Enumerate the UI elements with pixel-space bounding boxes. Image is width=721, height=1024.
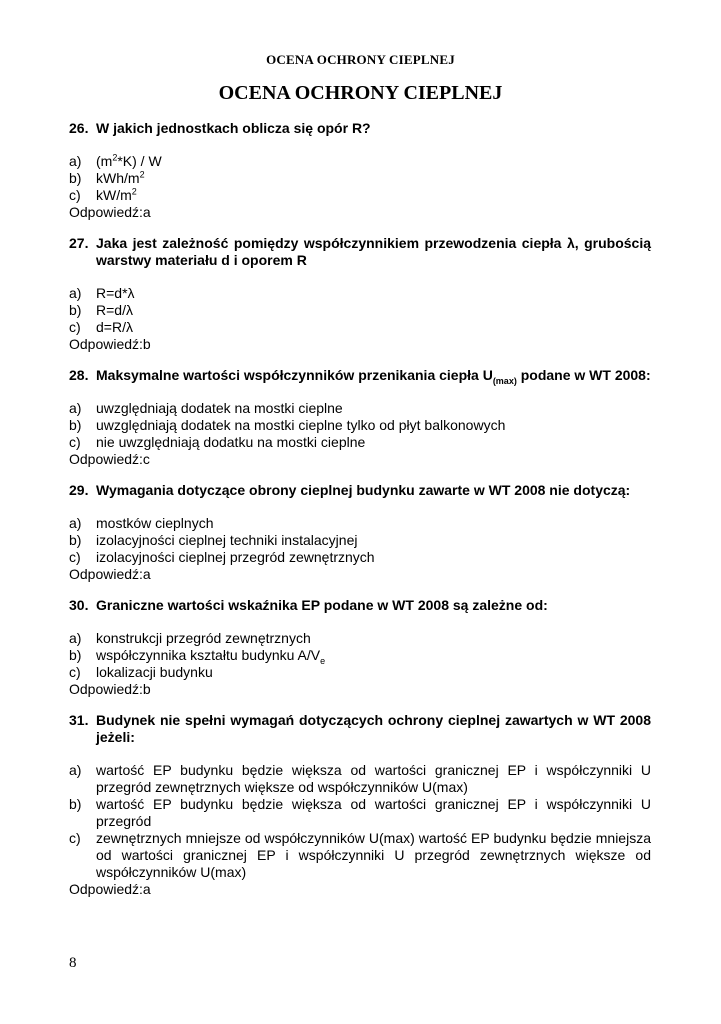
option-c: c) d=R/λ <box>69 319 133 335</box>
question-28 <box>69 367 651 468</box>
answer-text: Odpowiedź:a <box>69 204 151 220</box>
answer-text: Odpowiedź:b <box>69 336 151 352</box>
question-27 <box>69 235 651 353</box>
question-29 <box>69 482 651 583</box>
option-c: c) $kW/m^2$ <box>69 186 137 203</box>
question-text: Wymagania dotyczące obrony cieplnej budynku zawarte w WT 2008 nie dotyczą: <box>96 482 631 498</box>
option-b: b) kWh/$m^2$ <box>69 169 145 186</box>
option-a: a) uwzględniają dodatek na mostki cieplne <box>69 400 343 416</box>
question-text: W jakich jednostkach oblicza się opór R? <box>96 120 371 136</box>
option-b: b) współczynnika kształtu budynku $A/V_e$ <box>69 647 326 666</box>
question-text: Budynek nie spełni wymagań dotyczących ochrony cieplnej zawartych w WT 2008 jeżeli: <box>96 712 651 745</box>
option-c: c) izolacyjności cieplnej przegród zewnętrznych <box>69 549 375 565</box>
option-a: a) konstrukcji przegród zewnętrznych <box>69 630 311 646</box>
answer-text: Odpowiedź:a <box>69 881 151 897</box>
question-text: Graniczne wartości wskaźnika EP podane w WT 2008 są zależne od: <box>96 597 548 613</box>
question-number: 27. <box>69 235 89 251</box>
question-number: 30. <box>69 597 89 613</box>
question-text: Jaka jest zależność pomiędzy współczynnikiem przewodzenia ciepła λ, grubością warstwy materiału d i oporem R <box>96 235 651 268</box>
option-a: a) $(m^2*K)$ / W <box>69 152 162 169</box>
running-header: OCENA OCHRONY CIEPLNEJ <box>266 52 455 67</box>
option-c: c) zewnętrznych mniejsze od współczynników U(max) wartość EP budynku będzie mniejsza od wartości granicznej EP i współczynniki U przegród zewnętrznych większe od współczynników U(max) <box>69 830 651 880</box>
questions-list <box>69 120 651 912</box>
question-26 <box>69 120 651 221</box>
option-b: b) R=d/λ <box>69 302 133 318</box>
option-b: b) uwzględniają dodatek na mostki cieplne tylko od płyt balkonowych <box>69 417 506 433</box>
question-number: 31. <box>69 712 89 728</box>
page-number: 8 <box>69 955 77 971</box>
option-c: c) nie uwzględniają dodatku na mostki cieplne <box>69 434 366 450</box>
option-b: b) wartość EP budynku będzie większa od wartości granicznej EP i współczynniki U przegród <box>69 796 651 829</box>
answer-text: Odpowiedź:a <box>69 566 151 582</box>
question-number: 26. <box>69 120 89 136</box>
question-30 <box>69 597 651 698</box>
question-31 <box>69 712 651 898</box>
question-number: 28. <box>69 367 89 383</box>
option-b: b) izolacyjności cieplnej techniki instalacyjnej <box>69 532 358 548</box>
question-text: Maksymalne wartości współczynników przenikania ciepła $U_{(max)}$ podane w WT 2008: <box>96 367 651 386</box>
option-a: a) R=d*λ <box>69 285 135 301</box>
question-number: 29. <box>69 482 89 498</box>
option-a: a) wartość EP budynku będzie większa od wartości granicznej EP i współczynniki U przegród zewnętrznych większe od współczynników U(max) <box>69 762 651 795</box>
option-a: a) mostków cieplnych <box>69 515 214 531</box>
option-c: c) lokalizacji budynku <box>69 664 213 680</box>
page-title: OCENA OCHRONY CIEPLNEJ <box>218 82 503 104</box>
answer-text: Odpowiedź:b <box>69 681 151 697</box>
answer-text: Odpowiedź:c <box>69 451 150 467</box>
